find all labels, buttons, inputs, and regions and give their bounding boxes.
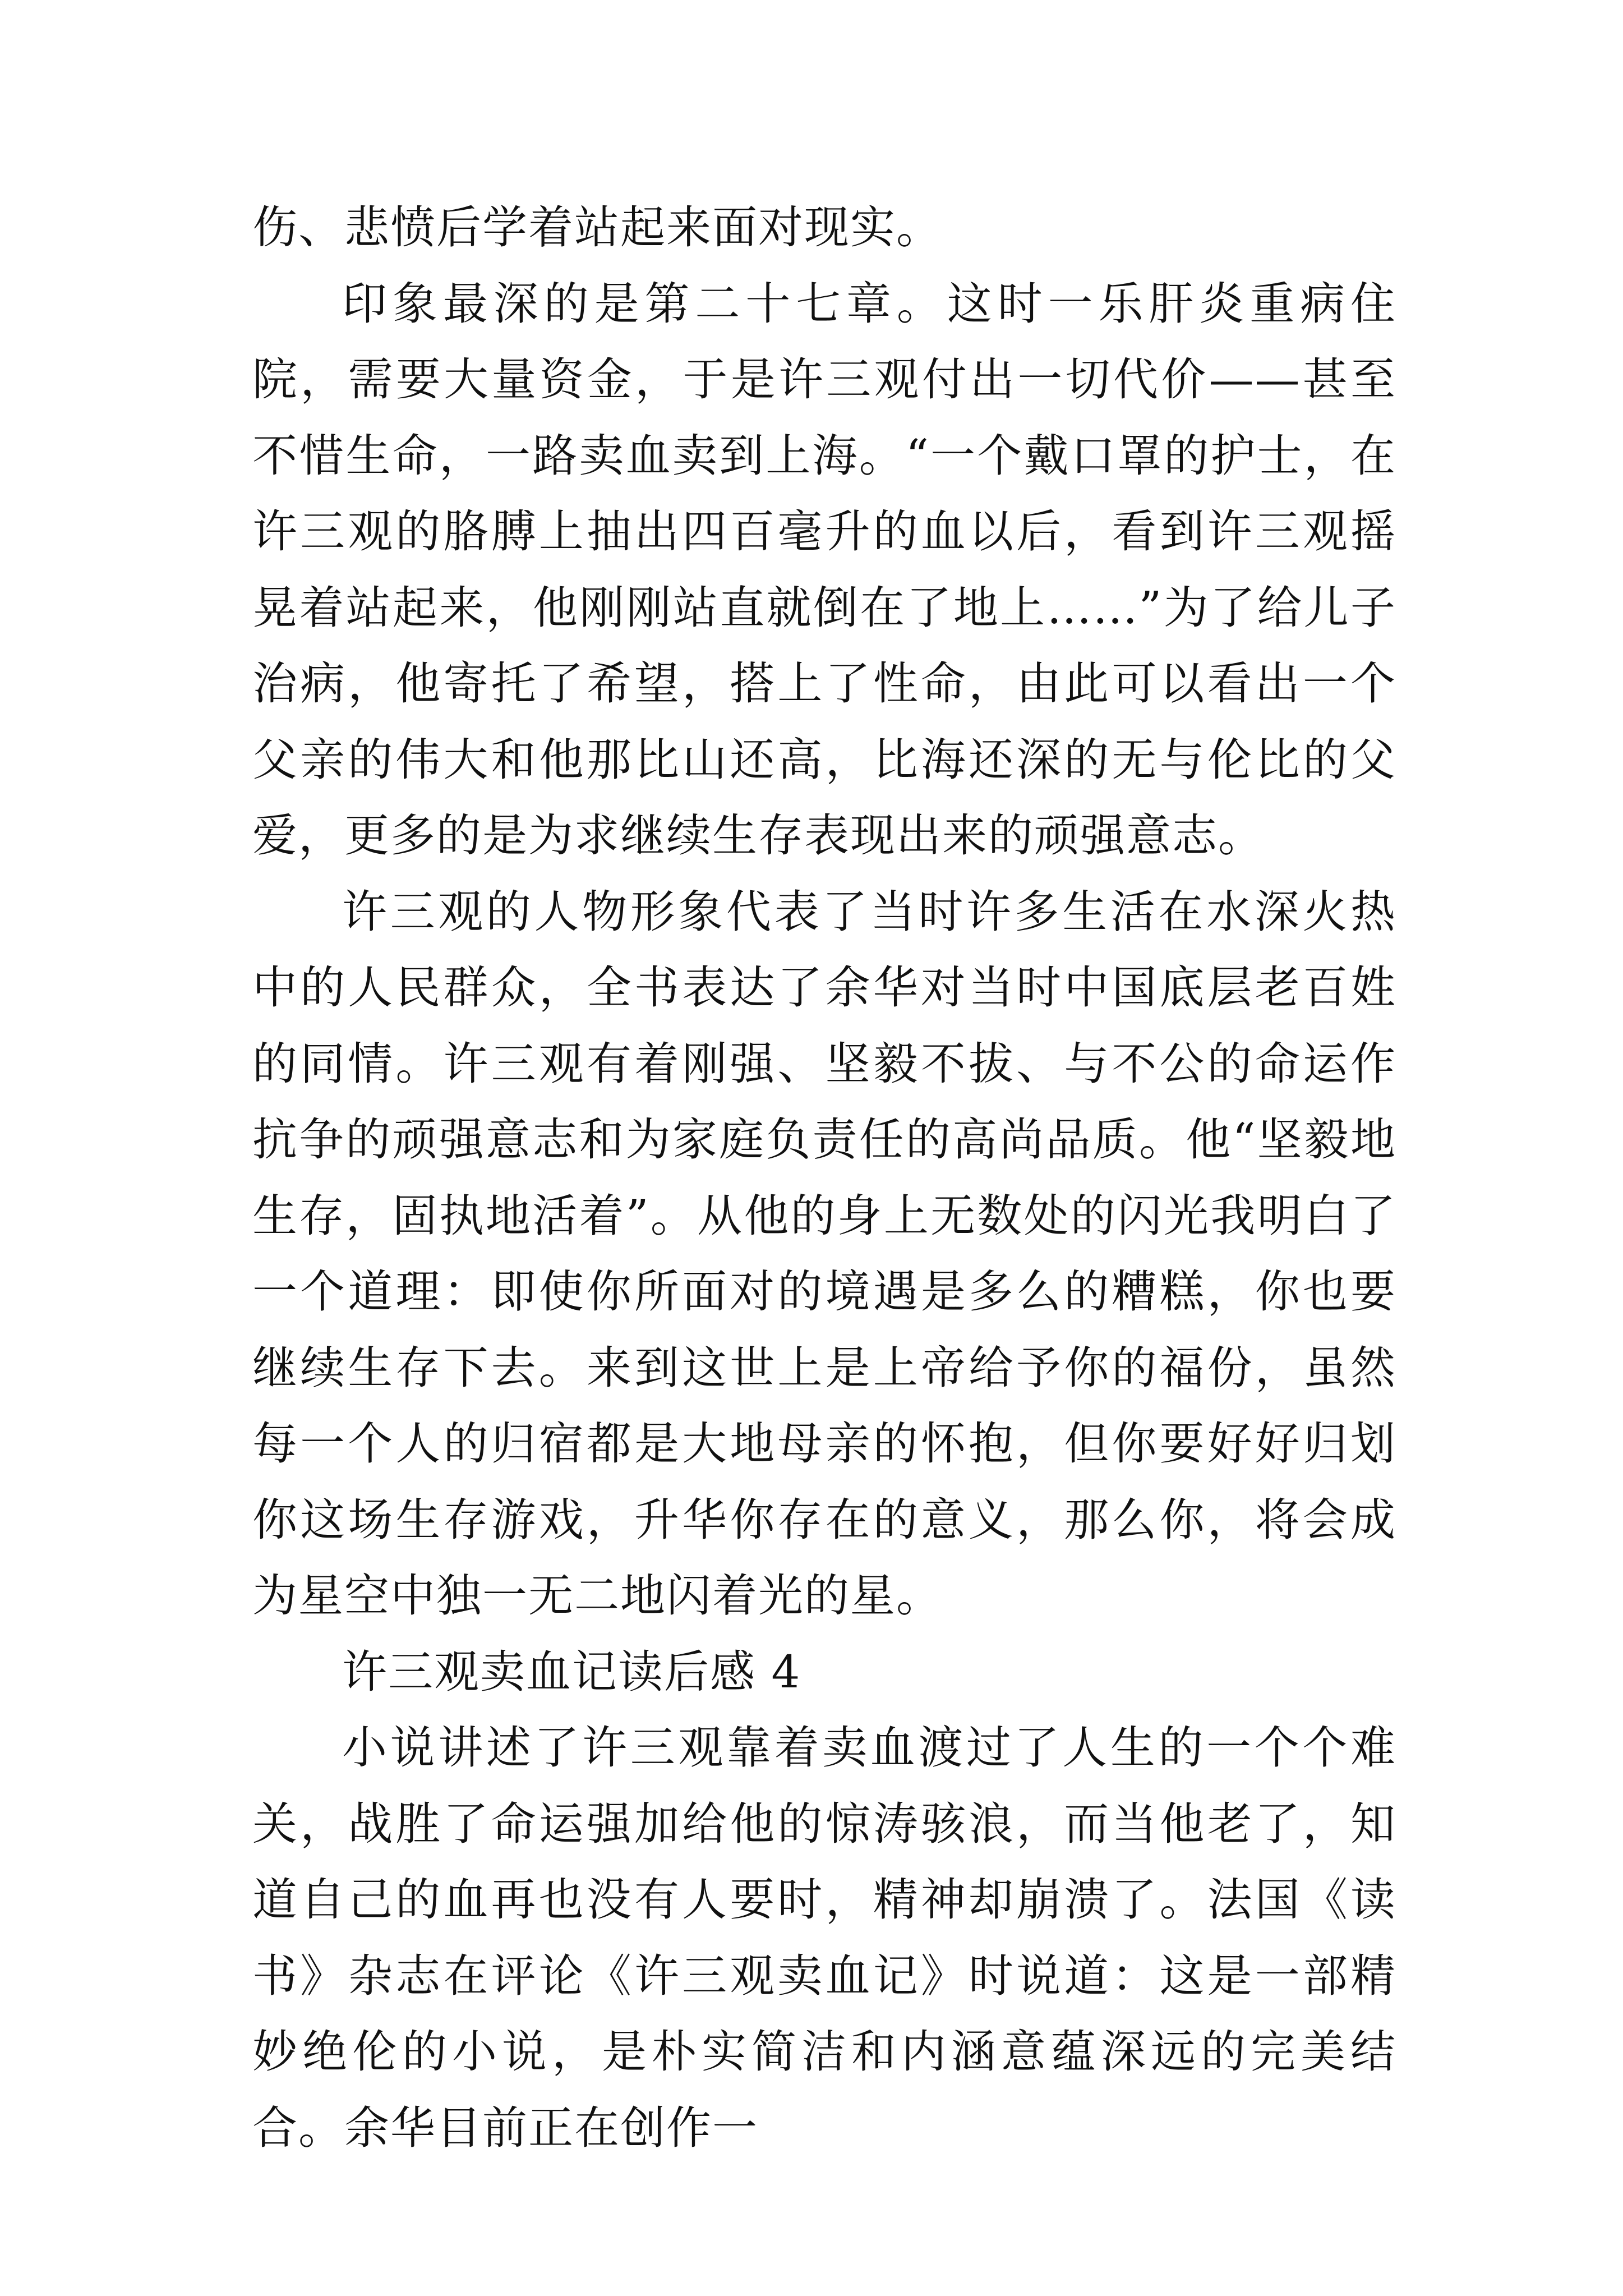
paragraph-chapter-27: 印象最深的是第二十七章。这时一乐肝炎重病住院，需要大量资金，于是许三观付出一切代价——甚至不惜生命，一路卖血卖到上海。“一个戴口罩的护士，在许三观的胳膊上抽出四百毫升的血以后，看到许三观摇晃着站起来，他刚刚站直就倒在了地上……”为了给儿子治病，他寄托了希望，搭上了性命，由此可以看出一个父亲的伟大和他那比山还高，比海还深的无与伦比的父爱，更多的是为求继续生存表现出来的顽强意志。 xyxy=(252,277,1396,862)
paragraph-continuation: 伤、悲愤后学着站起来面对现实。 xyxy=(252,201,942,254)
section-heading: 许三观卖血记读后感 4 xyxy=(342,1645,801,1698)
document-body xyxy=(252,190,1396,2166)
paragraph-novel-summary: 小说讲述了许三观靠着卖血渡过了人生的一个个难关，战胜了命运强加给他的惊涛骇浪，而当他老了，知道自己的血再也没有人要时，精神却崩溃了。法国《读书》杂志在评论《许三观卖血记》时说道：这是一部精妙绝伦的小说，是朴实简洁和内涵意蕴深远的完美结合。余华目前正在创作一 xyxy=(252,1722,1396,2154)
paragraph-character-analysis: 许三观的人物形象代表了当时许多生活在水深火热中的人民群众，全书表达了余华对当时中国底层老百姓的同情。许三观有着刚强、坚毅不拔、与不公的命运作抗争的顽强意志和为家庭负责任的高尚品质。他“坚毅地生存，固执地活着”。从他的身上无数处的闪光我明白了一个道理：即使你所面对的境遇是多么的糟糕，你也要继续生存下去。来到这世上是上帝给予你的福份，虽然每一个人的归宿都是大地母亲的怀抱，但你要好好归划你这场生存游戏，升华你存在的意义，那么你，将会成为星空中独一无二地闪着光的星。 xyxy=(252,885,1396,1622)
